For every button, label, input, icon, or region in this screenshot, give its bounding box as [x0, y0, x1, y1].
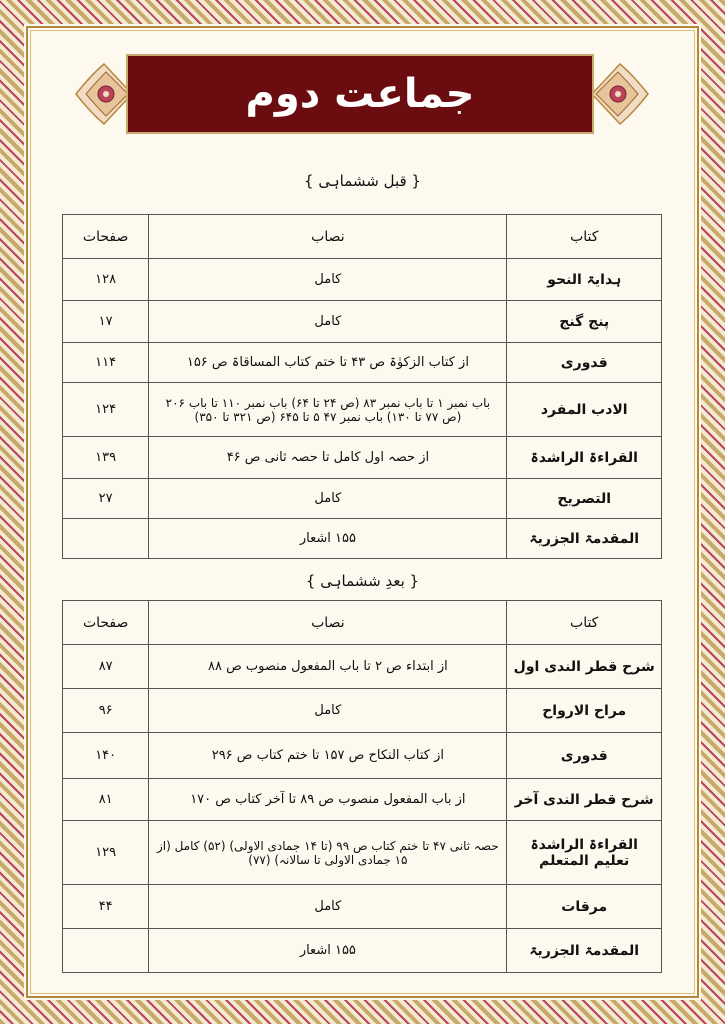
right-ornament-icon — [592, 56, 654, 132]
cell-pages: ۱۲۴ — [63, 383, 149, 437]
cell-syllabus: ۱۵۵ اشعار — [149, 929, 507, 973]
cell-pages: ۸۷ — [63, 645, 149, 689]
schedule-table-after — [62, 600, 662, 973]
cell-pages: ۱۲۸ — [63, 259, 149, 301]
table-row — [63, 343, 662, 383]
header-syllabus: نصاب — [149, 215, 507, 259]
page-title: جماعت دوم — [245, 71, 475, 117]
cell-book: مراح الارواح — [507, 689, 662, 733]
cell-pages: ۱۳۹ — [63, 437, 149, 479]
table-row — [63, 519, 662, 559]
cell-syllabus: از ابتداء ص ۲ تا باب المفعول منصوب ص ۸۸ — [149, 645, 507, 689]
section-heading-after: { بعدِ ششماہی } — [305, 572, 420, 590]
schedule-table-before — [62, 214, 662, 559]
header-syllabus: نصاب — [149, 601, 507, 645]
table-header-row — [63, 601, 662, 645]
cell-book: المقدمۃ الجزریۃ — [507, 519, 662, 559]
cell-book: التصریح — [507, 479, 662, 519]
cell-book: پنج گنج — [507, 301, 662, 343]
cell-syllabus: حصہ ثانی ۴۷ تا ختم کتاب ص ۹۹ (تا ۱۴ جمادی الاولی) (۵۲) کامل (از ۱۵ جمادی الاولی تا سالانہ) (۷۷) — [149, 821, 507, 885]
cell-syllabus: کامل — [149, 689, 507, 733]
cell-pages: ۱۷ — [63, 301, 149, 343]
cell-syllabus: کامل — [149, 479, 507, 519]
table-row — [63, 645, 662, 689]
cell-book: شرح قطر الندی اول — [507, 645, 662, 689]
table-row — [63, 437, 662, 479]
cell-book: قدوری — [507, 343, 662, 383]
cell-syllabus: از کتاب الزکوٰۃ ص ۴۳ تا ختم کتاب المساقاۃ ص ۱۵۶ — [149, 343, 507, 383]
cell-book: القراءۃ الراشدۃ تعلیم المتعلم — [507, 821, 662, 885]
cell-book: المقدمۃ الجزریۃ — [507, 929, 662, 973]
table-row — [63, 689, 662, 733]
cell-syllabus: از کتاب النکاح ص ۱۵۷ تا ختم کتاب ص ۲۹۶ — [149, 733, 507, 779]
table-row — [63, 259, 662, 301]
left-ornament-icon — [70, 56, 132, 132]
table-row — [63, 383, 662, 437]
cell-book: شرح قطر الندی آخر — [507, 779, 662, 821]
title-banner — [126, 54, 594, 134]
cell-pages: ۱۲۹ — [63, 821, 149, 885]
cell-pages — [63, 519, 149, 559]
cell-pages — [63, 929, 149, 973]
cell-book: مرقات — [507, 885, 662, 929]
cell-pages: ۱۱۴ — [63, 343, 149, 383]
cell-syllabus: کامل — [149, 301, 507, 343]
cell-book: القراءۃ الراشدۃ — [507, 437, 662, 479]
table-row — [63, 929, 662, 973]
cell-syllabus: از حصہ اول کامل تا حصہ ثانی ص ۴۶ — [149, 437, 507, 479]
cell-syllabus: کامل — [149, 259, 507, 301]
cell-pages: ۱۴۰ — [63, 733, 149, 779]
cell-syllabus: باب نمبر ۱ تا باب نمبر ۸۳ (ص ۲۴ تا ۶۴) باب نمبر ۱۱۰ تا باب ۲۰۶ (ص ۷۷ تا ۱۳۰) باب نمبر ۴۷ ۵ تا ۶۴۵ (ص ۳۲۱ تا ۳۵۰) — [149, 383, 507, 437]
table-header-row — [63, 215, 662, 259]
cell-book: ہدایۃ النحو — [507, 259, 662, 301]
cell-book: الادب المفرد — [507, 383, 662, 437]
cell-pages: ۸۱ — [63, 779, 149, 821]
cell-syllabus: ۱۵۵ اشعار — [149, 519, 507, 559]
cell-book: قدوری — [507, 733, 662, 779]
header-pages: صفحات — [63, 601, 149, 645]
table-row — [63, 821, 662, 885]
header-pages: صفحات — [63, 215, 149, 259]
cell-syllabus: کامل — [149, 885, 507, 929]
section-heading-before: { قبل ششماہی } — [304, 172, 421, 190]
table-row — [63, 779, 662, 821]
table-row — [63, 301, 662, 343]
cell-pages: ۹۶ — [63, 689, 149, 733]
table-row — [63, 733, 662, 779]
header-book: کتاب — [507, 601, 662, 645]
table-row — [63, 479, 662, 519]
table-row — [63, 885, 662, 929]
cell-syllabus: از باب المفعول منصوب ص ۸۹ تا آخر کتاب ص ۱۷۰ — [149, 779, 507, 821]
cell-pages: ۲۷ — [63, 479, 149, 519]
cell-pages: ۴۴ — [63, 885, 149, 929]
header-book: کتاب — [507, 215, 662, 259]
